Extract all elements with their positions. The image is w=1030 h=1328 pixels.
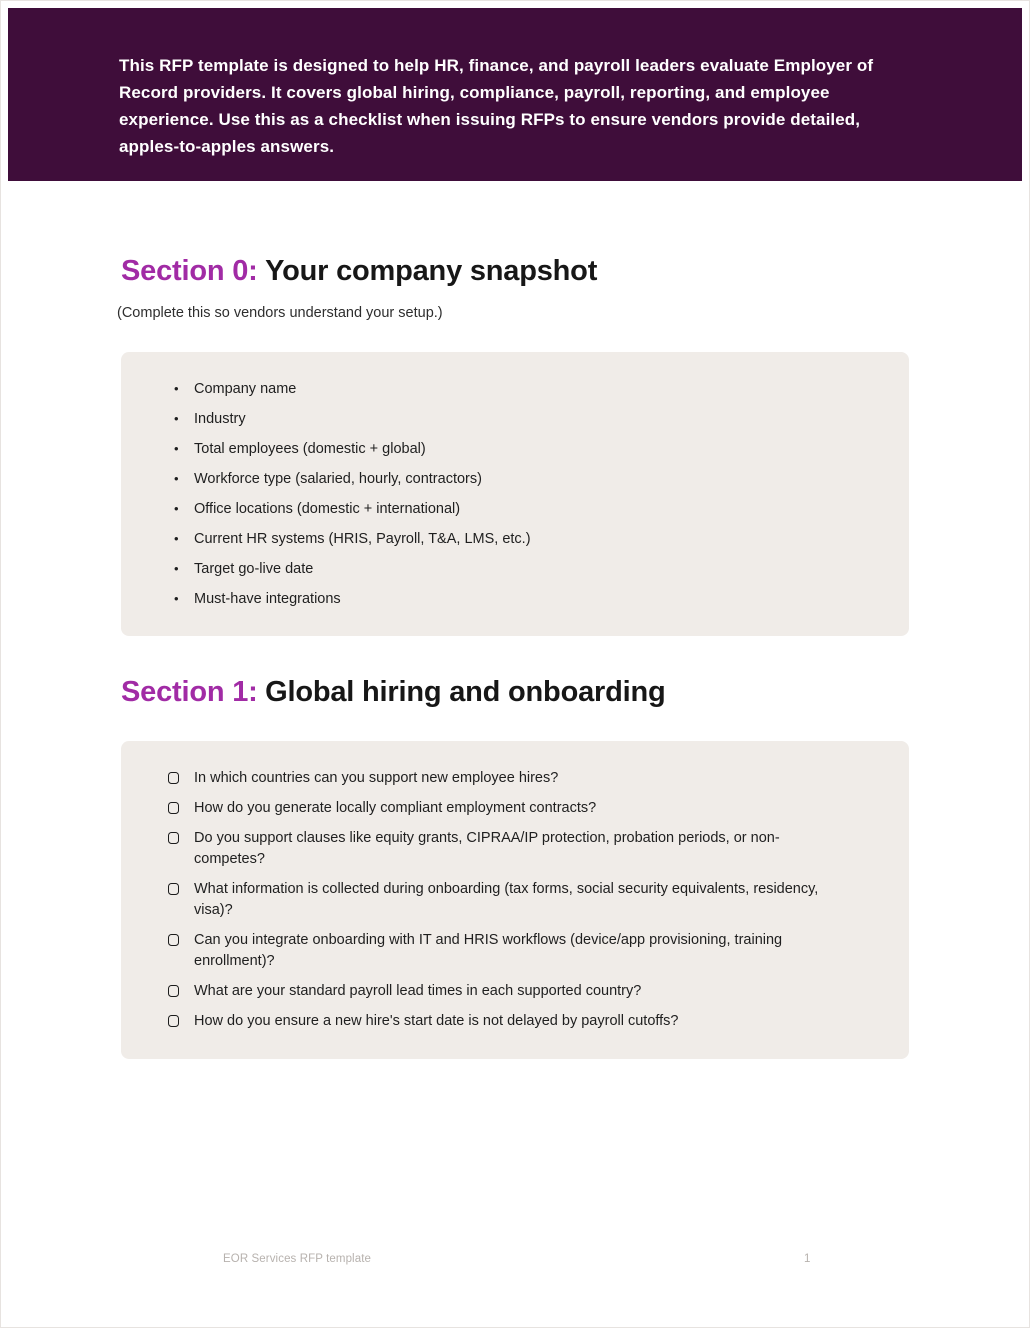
question-text: What are your standard payroll lead times in each supported country? bbox=[194, 982, 642, 999]
section-0 bbox=[117, 255, 909, 636]
footer-document-title: EOR Services RFP template bbox=[223, 1253, 372, 1265]
section-0-title: Your company snapshot bbox=[265, 255, 598, 287]
section-1-heading bbox=[121, 677, 909, 709]
checklist-item bbox=[168, 768, 829, 789]
checklist-item bbox=[168, 930, 829, 972]
checkbox-icon bbox=[168, 1015, 179, 1027]
section-1-card bbox=[121, 741, 909, 1059]
list-item: • Total employees (domestic + global) bbox=[173, 434, 859, 464]
list-item: • Office locations (domestic + international) bbox=[173, 494, 859, 524]
hiring-question-list bbox=[168, 768, 829, 1032]
question-text: In which countries can you support new employee hires? bbox=[194, 769, 559, 786]
checkbox-icon bbox=[168, 832, 179, 844]
list-item: • Target go-live date bbox=[173, 554, 859, 584]
list-item: • Company name bbox=[173, 374, 859, 404]
checkbox-icon bbox=[168, 934, 179, 946]
section-1-title: Global hiring and onboarding bbox=[265, 675, 666, 708]
checkbox-icon bbox=[168, 883, 179, 895]
checklist-item bbox=[168, 879, 829, 921]
list-item: • Current HR systems (HRIS, Payroll, T&A, LMS, etc.) bbox=[173, 524, 859, 554]
checklist-item bbox=[168, 798, 829, 819]
list-item: • Industry bbox=[173, 404, 859, 434]
question-text: How do you ensure a new hire's start date is not delayed by payroll cutoffs? bbox=[194, 1012, 679, 1029]
question-text: What information is collected during onboarding (tax forms, social security equivalents, residency, visa)? bbox=[194, 880, 819, 918]
list-item: • Workforce type (salaried, hourly, contractors) bbox=[173, 464, 859, 494]
checkbox-icon bbox=[168, 985, 179, 997]
section-0-subtitle: (Complete this so vendors understand your setup.) bbox=[117, 304, 443, 321]
section-1 bbox=[121, 677, 909, 1059]
checklist-item bbox=[168, 1011, 829, 1032]
section-0-card bbox=[121, 352, 909, 636]
list-item: • Must-have integrations bbox=[173, 584, 859, 614]
intro-text: This RFP template is designed to help HR, finance, and payroll leaders evaluate Employer of Record providers. It covers global hiring, compliance, payroll, reporting, and employee experience. Use this as a checklist when issuing RFPs to ensure vendors provide detailed, apples-to-apples answers. bbox=[119, 56, 874, 156]
question-text: Do you support clauses like equity grants, CIPRAA/IP protection, probation periods, or non-competes? bbox=[194, 829, 780, 867]
section-1-label: Section 1: bbox=[121, 675, 258, 708]
question-text: How do you generate locally compliant employment contracts? bbox=[194, 799, 597, 816]
checkbox-icon bbox=[168, 802, 179, 814]
checklist-item bbox=[168, 981, 829, 1002]
checkbox-icon bbox=[168, 772, 179, 784]
company-snapshot-list bbox=[173, 374, 859, 614]
document-body bbox=[8, 256, 1022, 1059]
section-0-label: Section 0: bbox=[121, 255, 258, 287]
footer-page-number: 1 bbox=[804, 1253, 811, 1265]
question-text: Can you integrate onboarding with IT and HRIS workflows (device/app provisioning, training enrollment)? bbox=[194, 931, 783, 969]
checklist-item bbox=[168, 828, 829, 870]
section-0-heading bbox=[121, 256, 909, 288]
intro-banner bbox=[8, 8, 1022, 181]
